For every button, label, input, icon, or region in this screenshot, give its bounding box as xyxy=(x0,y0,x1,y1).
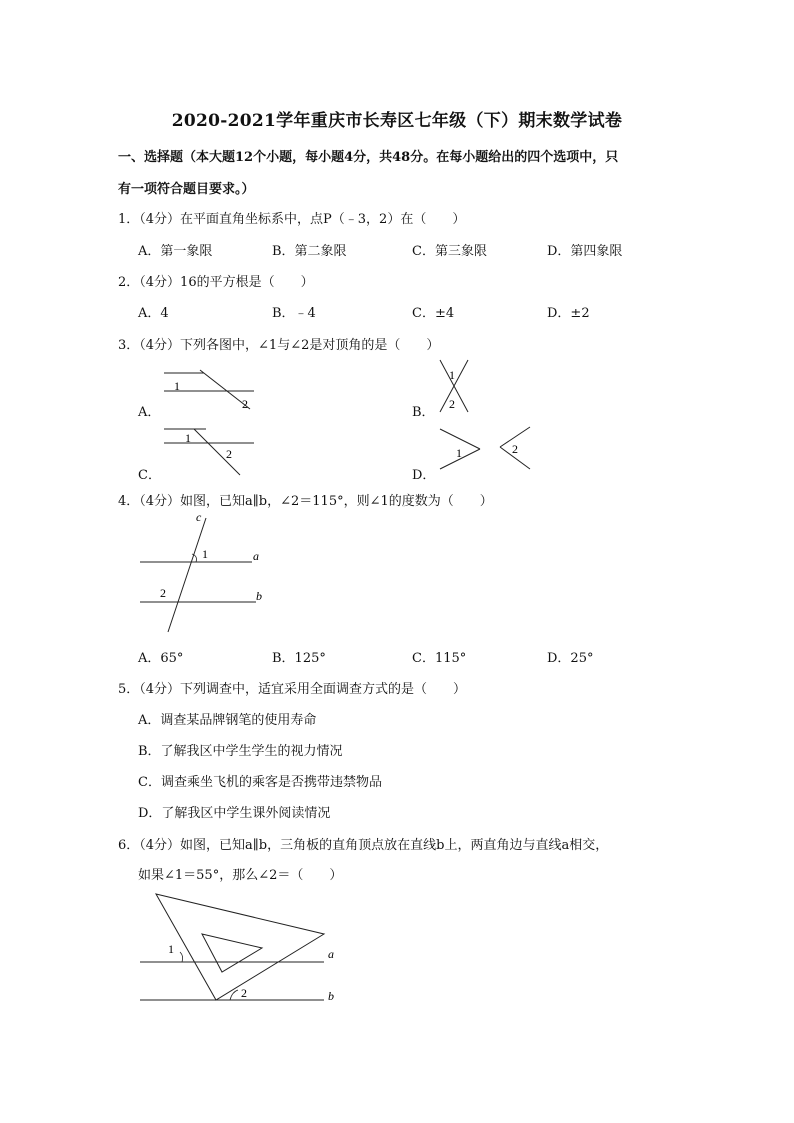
question-5-option-d: D．了解我区中学生课外阅读情况 xyxy=(138,806,331,821)
figure-label-2: 2 xyxy=(449,397,455,411)
section-heading-line-1: 一、选择题（本大题12个小题，每小题4分，共48分。在每小题给出的四个选项中，只 xyxy=(118,150,619,165)
question-5-option-b: B．了解我区中学生学生的视力情况 xyxy=(138,744,343,759)
question-3-figure-d xyxy=(436,425,536,475)
question-6-stem-line-1: 6．（4分）如图，已知a∥b，三角板的直角顶点放在直线b上，两直角边与直线a相交， xyxy=(118,838,609,853)
question-5-option-a: A．调查某品牌钢笔的使用寿命 xyxy=(138,713,317,728)
line-label-a: a xyxy=(253,549,259,563)
question-3-figure-a xyxy=(160,365,260,415)
line-label-a: a xyxy=(328,947,334,961)
figure-label-1: 1 xyxy=(449,368,455,382)
question-4-figure xyxy=(134,508,274,638)
question-1-option-d: D．第四象限 xyxy=(547,244,623,259)
question-3-option-c: C． xyxy=(138,468,161,483)
section-heading-line-2: 有一项符合题目要求。） xyxy=(118,182,255,197)
question-6-figure xyxy=(134,890,354,1010)
question-1-stem: 1．（4分）在平面直角坐标系中，点P（﹣3，2）在（ ） xyxy=(118,212,466,227)
figure-label-1: 1 xyxy=(174,379,180,393)
line-label-b: b xyxy=(328,989,334,1003)
question-4-option-d: D．25° xyxy=(547,651,594,666)
figure-label-1: 1 xyxy=(202,547,208,561)
question-3-option-d: D． xyxy=(412,468,436,483)
line-label-c: c xyxy=(196,510,202,524)
question-5-stem: 5．（4分）下列调查中，适宜采用全面调查方式的是（ ） xyxy=(118,682,467,697)
question-4-option-a: A．65° xyxy=(138,651,184,666)
figure-label-2: 2 xyxy=(226,447,232,461)
question-1-option-a: A．第一象限 xyxy=(138,244,213,259)
question-3-figure-b xyxy=(436,356,476,416)
figure-label-2: 2 xyxy=(242,397,248,411)
question-4-option-c: C．115° xyxy=(412,651,467,666)
question-1-option-b: B．第二象限 xyxy=(272,244,347,259)
question-2-stem: 2．（4分）16的平方根是（ ） xyxy=(118,275,314,290)
line-label-b: b xyxy=(256,589,262,603)
question-5-option-c: C．调查乘坐飞机的乘客是否携带违禁物品 xyxy=(138,775,382,790)
figure-label-1: 1 xyxy=(456,446,462,460)
question-6-stem-line-2: 如果∠1＝55°，那么∠2＝（ ） xyxy=(138,868,343,883)
question-2-option-c: C．±4 xyxy=(412,306,455,321)
question-3-figure-c xyxy=(160,425,260,480)
question-2-option-b: B．﹣4 xyxy=(272,306,316,321)
page-title: 2020-2021学年重庆市长寿区七年级（下）期末数学试卷 xyxy=(171,111,623,131)
question-2-option-d: D．±2 xyxy=(547,306,590,321)
figure-label-1: 1 xyxy=(185,431,191,445)
figure-label-1: 1 xyxy=(168,942,174,956)
question-3-option-b: B． xyxy=(412,405,435,420)
figure-label-2: 2 xyxy=(241,986,247,1000)
question-4-stem: 4．（4分）如图，已知a∥b，∠2＝115°，则∠1的度数为（ ） xyxy=(118,494,493,509)
question-3-option-a: A． xyxy=(138,405,161,420)
figure-label-2: 2 xyxy=(512,442,518,456)
question-4-option-b: B．125° xyxy=(272,651,326,666)
question-2-option-a: A．4 xyxy=(138,306,169,321)
question-3-stem: 3．（4分）下列各图中，∠1与∠2是对顶角的是（ ） xyxy=(118,338,440,353)
question-1-option-c: C．第三象限 xyxy=(412,244,487,259)
figure-label-2: 2 xyxy=(160,586,166,600)
